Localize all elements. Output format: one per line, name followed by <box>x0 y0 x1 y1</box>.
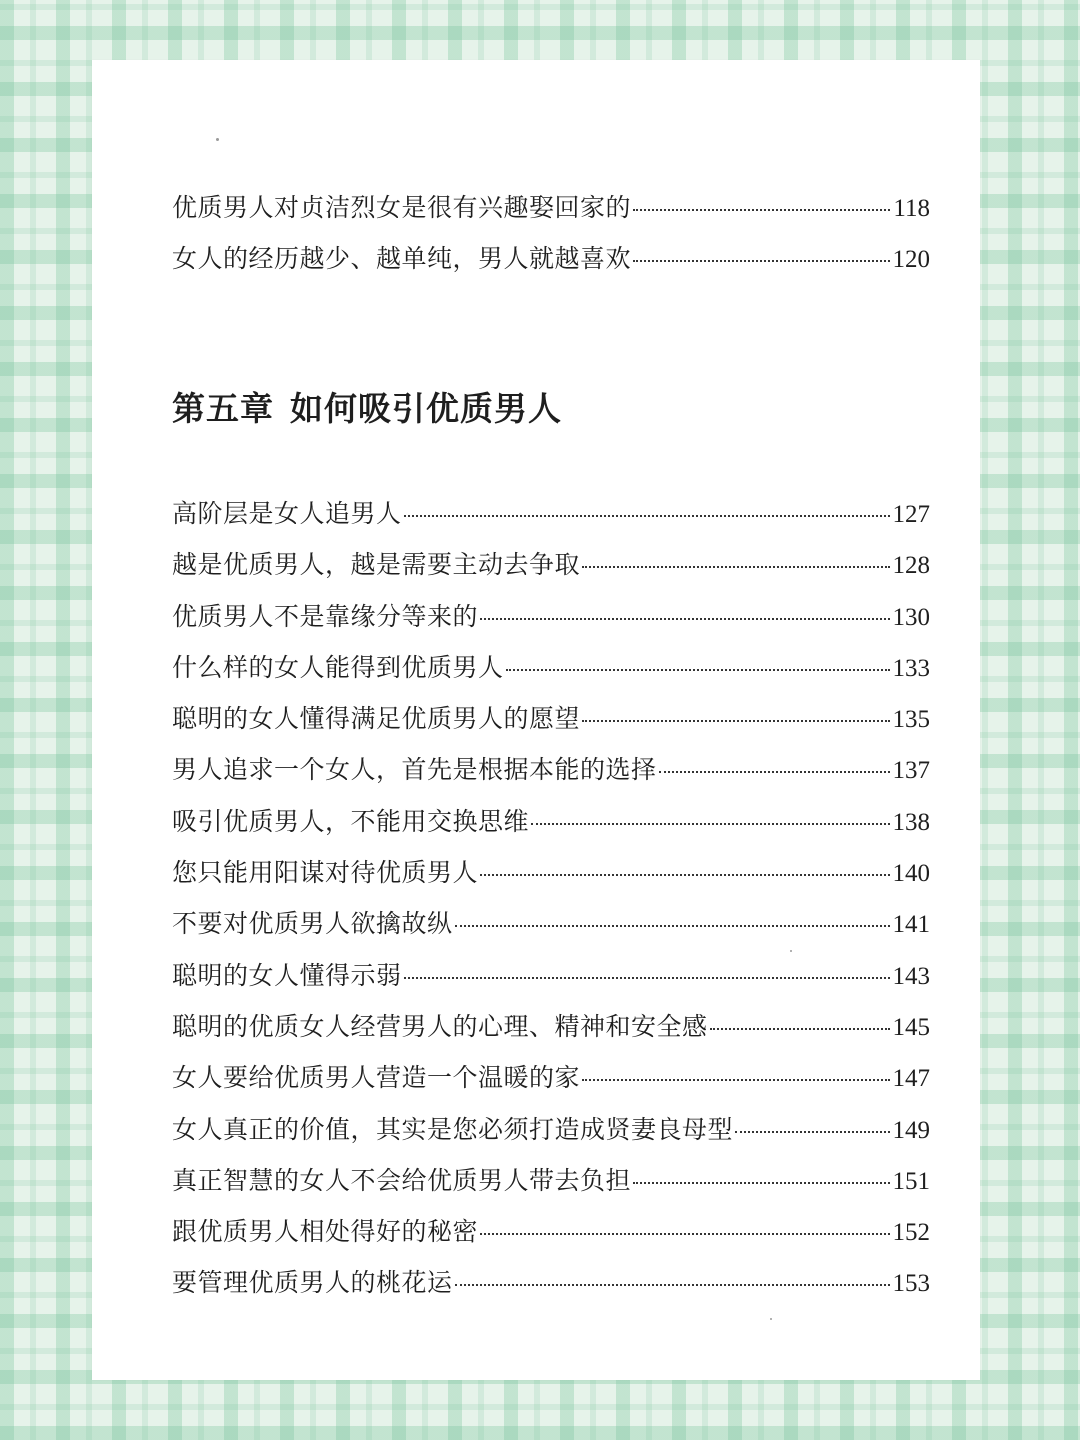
book-page <box>92 60 980 1380</box>
toc-entry <box>172 539 930 590</box>
toc-entry <box>172 591 930 642</box>
toc-entry-title: 聪明的女人懂得示弱 <box>172 960 402 990</box>
toc-entry-page: 137 <box>892 757 930 785</box>
print-speck <box>770 1318 772 1320</box>
toc-entry <box>172 1206 930 1257</box>
toc-entry-page: 153 <box>892 1270 930 1298</box>
dot-leader <box>582 566 889 568</box>
toc-entry <box>172 1052 930 1103</box>
chapter-heading <box>172 384 562 434</box>
toc-entry <box>172 950 930 1001</box>
dot-leader <box>633 209 890 211</box>
toc-entry-page: 140 <box>892 860 930 888</box>
toc-entry <box>172 182 930 233</box>
toc-entry-title: 越是优质男人，越是需要主动去争取 <box>172 550 581 580</box>
toc-list-chapter-5 <box>172 488 930 1309</box>
chapter-title: 如何吸引优质男人 <box>290 389 562 428</box>
toc-entry <box>172 488 930 539</box>
toc-entry <box>172 1155 930 1206</box>
toc-entry-page: 120 <box>892 246 930 274</box>
dot-leader <box>633 260 889 262</box>
toc-entry-title: 女人真正的价值，其实是您必须打造成贤妻良母型 <box>172 1114 734 1144</box>
toc-entry-title: 跟优质男人相处得好的秘密 <box>172 1217 479 1247</box>
toc-entry <box>172 796 930 847</box>
toc-entry-title: 要管理优质男人的桃花运 <box>172 1268 453 1298</box>
toc-entry-title: 什么样的女人能得到优质男人 <box>172 652 504 682</box>
dot-leader <box>480 618 889 620</box>
toc-entry-title: 优质男人对贞洁烈女是很有兴趣娶回家的 <box>172 193 632 222</box>
dot-leader <box>531 823 889 825</box>
toc-entry-page: 128 <box>892 552 930 580</box>
dot-leader <box>735 1131 889 1133</box>
toc-entry-title: 不要对优质男人欲擒故纵 <box>172 909 453 939</box>
toc-entry <box>172 693 930 744</box>
toc-entry <box>172 1104 930 1155</box>
toc-entry <box>172 898 930 949</box>
dot-leader <box>710 1028 890 1030</box>
toc-entry-title: 真正智慧的女人不会给优质男人带去负担 <box>172 1165 632 1195</box>
toc-entry <box>172 1257 930 1308</box>
toc-entry-page: 130 <box>892 603 930 631</box>
toc-entry-page: 152 <box>892 1219 930 1247</box>
dot-leader <box>480 1233 889 1235</box>
toc-entry <box>172 744 930 795</box>
toc-entry-page: 135 <box>892 706 930 734</box>
toc-entry-title: 女人要给优质男人营造一个温暖的家 <box>172 1063 581 1093</box>
toc-entry-page: 133 <box>892 654 930 682</box>
dot-leader <box>582 720 889 722</box>
toc-entry-page: 138 <box>892 808 930 836</box>
dot-leader <box>582 1079 889 1081</box>
toc-entry <box>172 642 930 693</box>
toc-entry <box>172 233 930 284</box>
dot-leader <box>455 925 890 927</box>
toc-entry-title: 您只能用阳谋对待优质男人 <box>172 858 479 888</box>
toc-entry-page: 118 <box>893 195 930 222</box>
toc-list-previous-chapter <box>172 182 930 285</box>
toc-entry-page: 143 <box>892 962 930 990</box>
toc-entry-page: 145 <box>892 1013 930 1041</box>
chapter-number: 第五章 <box>172 389 274 428</box>
print-speck <box>216 138 219 141</box>
toc-entry-page: 127 <box>892 501 930 528</box>
toc-entry-page: 151 <box>892 1167 930 1195</box>
toc-entry <box>172 1001 930 1052</box>
dot-leader <box>480 874 889 876</box>
dot-leader <box>659 771 890 773</box>
toc-entry-page: 141 <box>892 911 930 939</box>
dot-leader <box>633 1182 889 1184</box>
toc-entry-page: 147 <box>892 1065 930 1093</box>
toc-entry-title: 女人的经历越少、越单纯，男人就越喜欢 <box>172 244 632 274</box>
toc-entry-title: 优质男人不是靠缘分等来的 <box>172 601 479 631</box>
toc-entry-title: 聪明的优质女人经营男人的心理、精神和安全感 <box>172 1011 708 1041</box>
toc-entry-title: 聪明的女人懂得满足优质男人的愿望 <box>172 704 581 734</box>
dot-leader <box>455 1284 890 1286</box>
toc-entry-title: 高阶层是女人追男人 <box>172 499 402 528</box>
toc-entry-page: 149 <box>892 1116 930 1144</box>
toc-entry-title: 吸引优质男人，不能用交换思维 <box>172 806 530 836</box>
dot-leader <box>404 977 890 979</box>
toc-entry-title: 男人追求一个女人，首先是根据本能的选择 <box>172 755 657 785</box>
dot-leader <box>506 669 890 671</box>
dot-leader <box>404 515 890 517</box>
toc-entry <box>172 847 930 898</box>
